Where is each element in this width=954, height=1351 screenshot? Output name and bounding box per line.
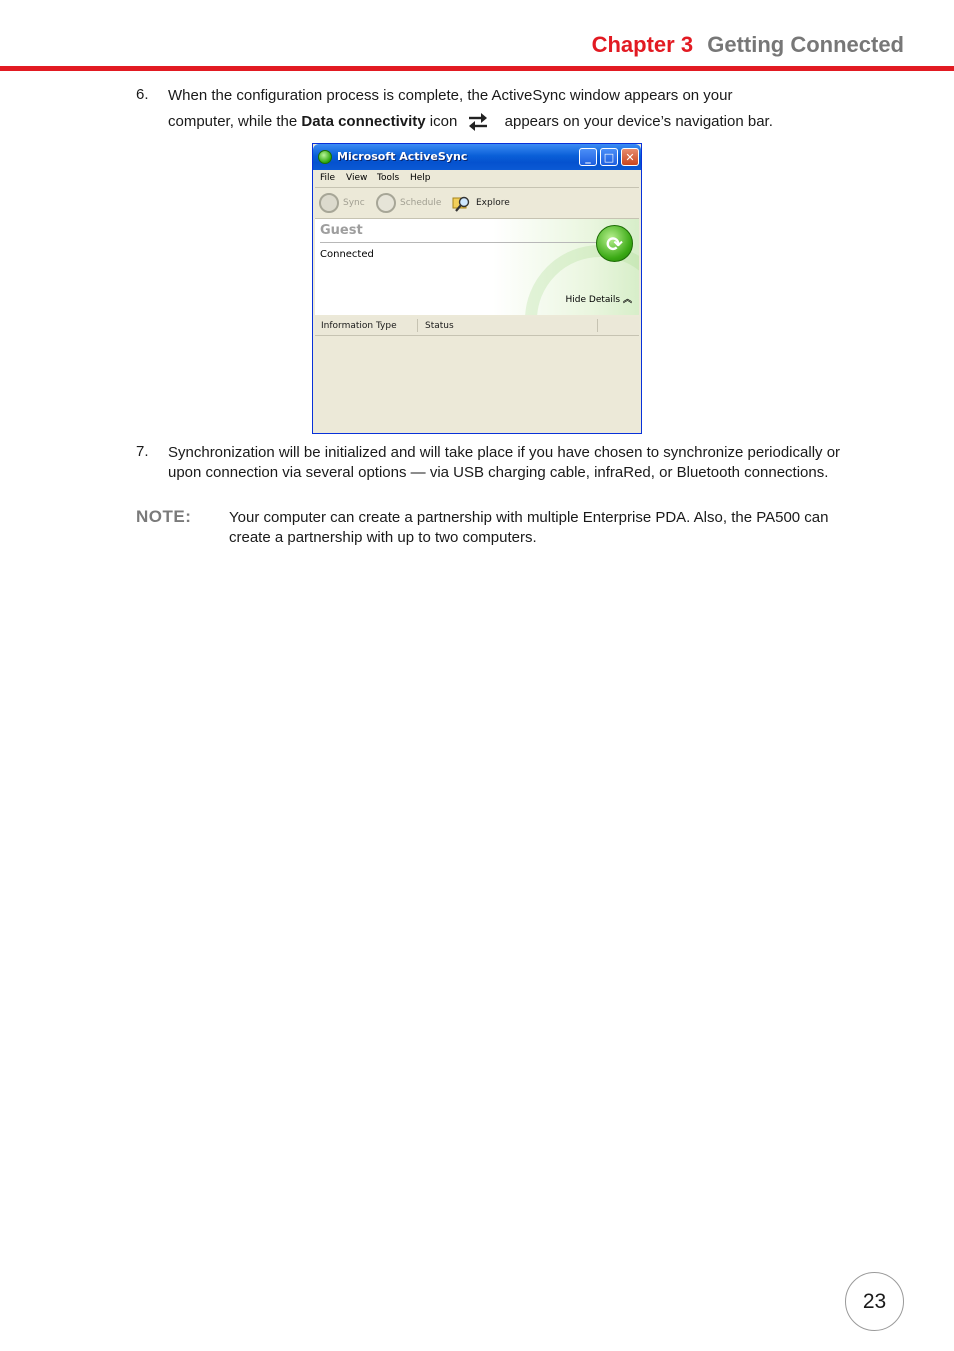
column-divider[interactable] (417, 319, 418, 332)
step-6-post: appears on your device’s navigation bar. (504, 112, 773, 130)
menu-tools[interactable]: Tools (377, 173, 400, 183)
column-information-type[interactable]: Information Type (321, 321, 397, 331)
step-7-text: Synchronization will be initialized and will take place if you have chosen to synchronize periodically or upon connection via several options — via USB charging cable, infraRed, or Bluetooth connections. (168, 444, 841, 481)
chevron-up-icon: ︽ (622, 295, 632, 305)
sync-label: Sync (343, 198, 365, 208)
explore-label: Explore (476, 198, 510, 208)
device-divider (320, 242, 600, 243)
hide-details-label: Hide Details (565, 295, 621, 305)
header-rule (0, 66, 954, 71)
close-button[interactable]: ✕ (621, 148, 639, 166)
schedule-button[interactable] (376, 193, 441, 213)
data-connectivity-icon (465, 111, 491, 133)
details-list-header (315, 317, 639, 336)
step-6-number: 6. (136, 86, 149, 103)
menu-view[interactable]: View (346, 173, 368, 183)
sync-icon (319, 193, 339, 213)
step-6-mid: icon (425, 112, 458, 130)
connection-status: Connected (320, 249, 374, 260)
window-titlebar (313, 144, 641, 170)
device-name: Guest (320, 223, 363, 238)
step-6-pre: computer, while the (168, 112, 302, 130)
explore-folder-icon (452, 193, 472, 213)
note-text: Your computer can create a partnership with multiple Enterprise PDA. Also, the PA500 can create a partnership with up to two computers. (229, 509, 829, 546)
sync-status-icon[interactable]: ⟳ (596, 225, 633, 262)
activesync-window (312, 143, 642, 434)
note-label: NOTE: (136, 507, 192, 526)
schedule-label: Schedule (400, 198, 442, 208)
clock-icon (376, 193, 396, 213)
hide-details-link[interactable] (566, 292, 632, 305)
toolbar (315, 188, 639, 219)
page-number: 23 (845, 1272, 904, 1331)
explore-button[interactable] (452, 193, 510, 213)
chapter-number: Chapter 3 (591, 32, 694, 57)
sync-button[interactable] (319, 193, 365, 213)
window-title: Microsoft ActiveSync (337, 150, 468, 163)
details-list (315, 336, 639, 431)
data-connectivity-term: Data connectivity (301, 112, 426, 130)
menu-file[interactable]: File (320, 173, 336, 183)
chapter-header (592, 32, 904, 58)
step-6-line-1: When the configuration process is complete, the ActiveSync window appears on your (168, 87, 733, 104)
activesync-app-icon (318, 150, 332, 164)
connection-status-panel (315, 219, 639, 315)
menu-help[interactable]: Help (410, 173, 431, 183)
step-6-line-2 (168, 111, 848, 133)
minimize-button[interactable]: _ (579, 148, 597, 166)
maximize-button[interactable]: □ (600, 148, 618, 166)
menu-bar (315, 170, 639, 188)
chapter-title: Getting Connected (707, 32, 904, 57)
column-divider[interactable] (597, 319, 598, 332)
step-7-number: 7. (136, 443, 149, 460)
column-status[interactable]: Status (425, 321, 454, 331)
